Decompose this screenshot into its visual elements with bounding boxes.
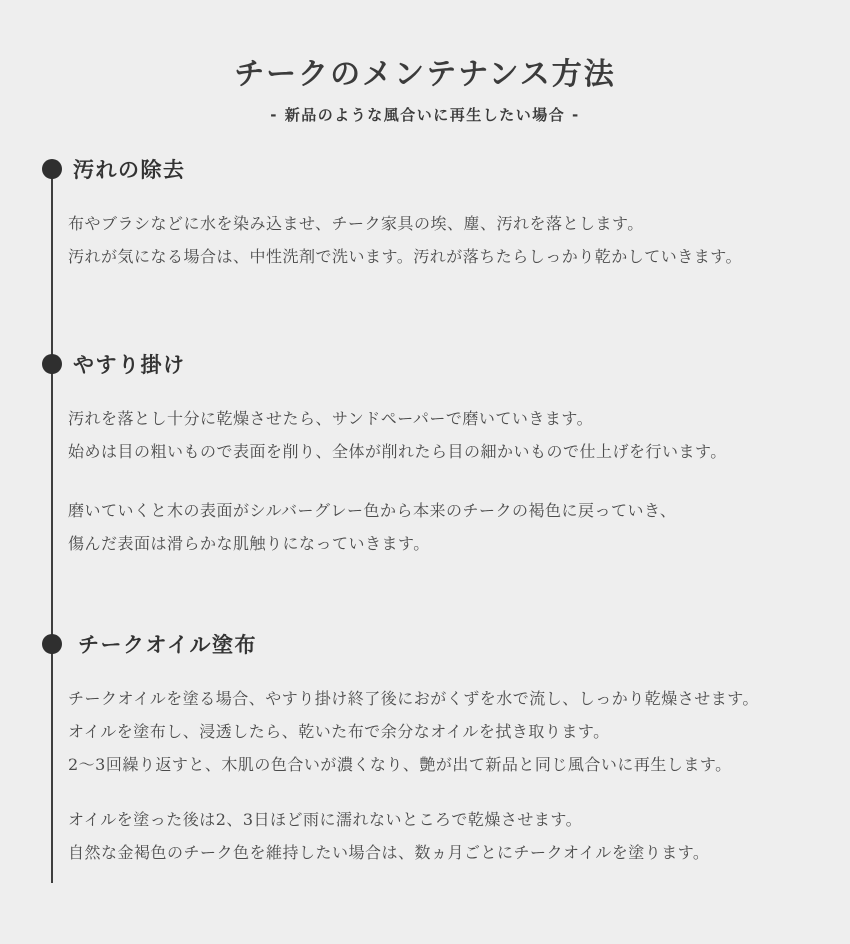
page-title: チークのメンテナンス方法 bbox=[234, 57, 616, 92]
section-heading: 汚れの除去 bbox=[73, 158, 186, 182]
text-line: 自然な金褐色のチーク色を維持したい場合は、数ヵ月ごとにチークオイルを塗ります。 bbox=[68, 843, 710, 862]
section-heading: チークオイル塗布 bbox=[78, 633, 257, 657]
circle-bullet-icon bbox=[42, 159, 62, 179]
circle-bullet-icon bbox=[42, 354, 62, 374]
circle-bullet-icon bbox=[42, 634, 62, 654]
paragraph bbox=[68, 682, 820, 781]
text-line: 汚れを落とし十分に乾燥させたら、サンドペーパーで磨いていきます。 bbox=[68, 409, 594, 428]
section-oil-application bbox=[0, 630, 850, 869]
sections bbox=[0, 155, 850, 869]
section-heading-row bbox=[0, 630, 850, 658]
text-line: オイルを塗った後は2、3日ほど雨に濡れないところで乾燥させます。 bbox=[68, 810, 583, 829]
paragraph bbox=[68, 207, 820, 273]
section-sanding bbox=[0, 350, 850, 560]
paragraph bbox=[68, 803, 820, 869]
text-line: 磨いていくと木の表面がシルバーグレー色から本来のチークの褐色に戻っていき、 bbox=[68, 501, 677, 520]
doc-header bbox=[0, 0, 850, 126]
text-line: 始めは目の粗いもので表面を削り、全体が削れたら目の細かいもので仕上げを行います。 bbox=[68, 442, 727, 461]
text-line: 布やブラシなどに水を染み込ませ、チーク家具の埃、塵、汚れを落とします。 bbox=[68, 214, 644, 233]
section-heading-row bbox=[0, 155, 850, 183]
text-line: 2〜3回繰り返すと、木肌の色合いが濃くなり、艶が出て新品と同じ風合いに再生します。 bbox=[68, 755, 732, 774]
section-heading: やすり掛け bbox=[73, 353, 186, 377]
page-subtitle: - 新品のような風合いに再生したい場合 - bbox=[270, 106, 580, 124]
section-heading-row bbox=[0, 350, 850, 378]
paragraph bbox=[68, 402, 820, 468]
text-line: 汚れが気になる場合は、中性洗剤で洗います。汚れが落ちたらしっかり乾かしていきます。 bbox=[68, 247, 742, 266]
section-dirt-removal bbox=[0, 155, 850, 273]
text-line: チークオイルを塗る場合、やすり掛け終了後におがくずを水で流し、しっかり乾燥させます。 bbox=[68, 689, 759, 708]
text-line: 傷んだ表面は滑らかな肌触りになっていきます。 bbox=[68, 534, 430, 553]
text-line: オイルを塗布し、浸透したら、乾いた布で余分なオイルを拭き取ります。 bbox=[68, 722, 610, 741]
paragraph bbox=[68, 494, 820, 560]
